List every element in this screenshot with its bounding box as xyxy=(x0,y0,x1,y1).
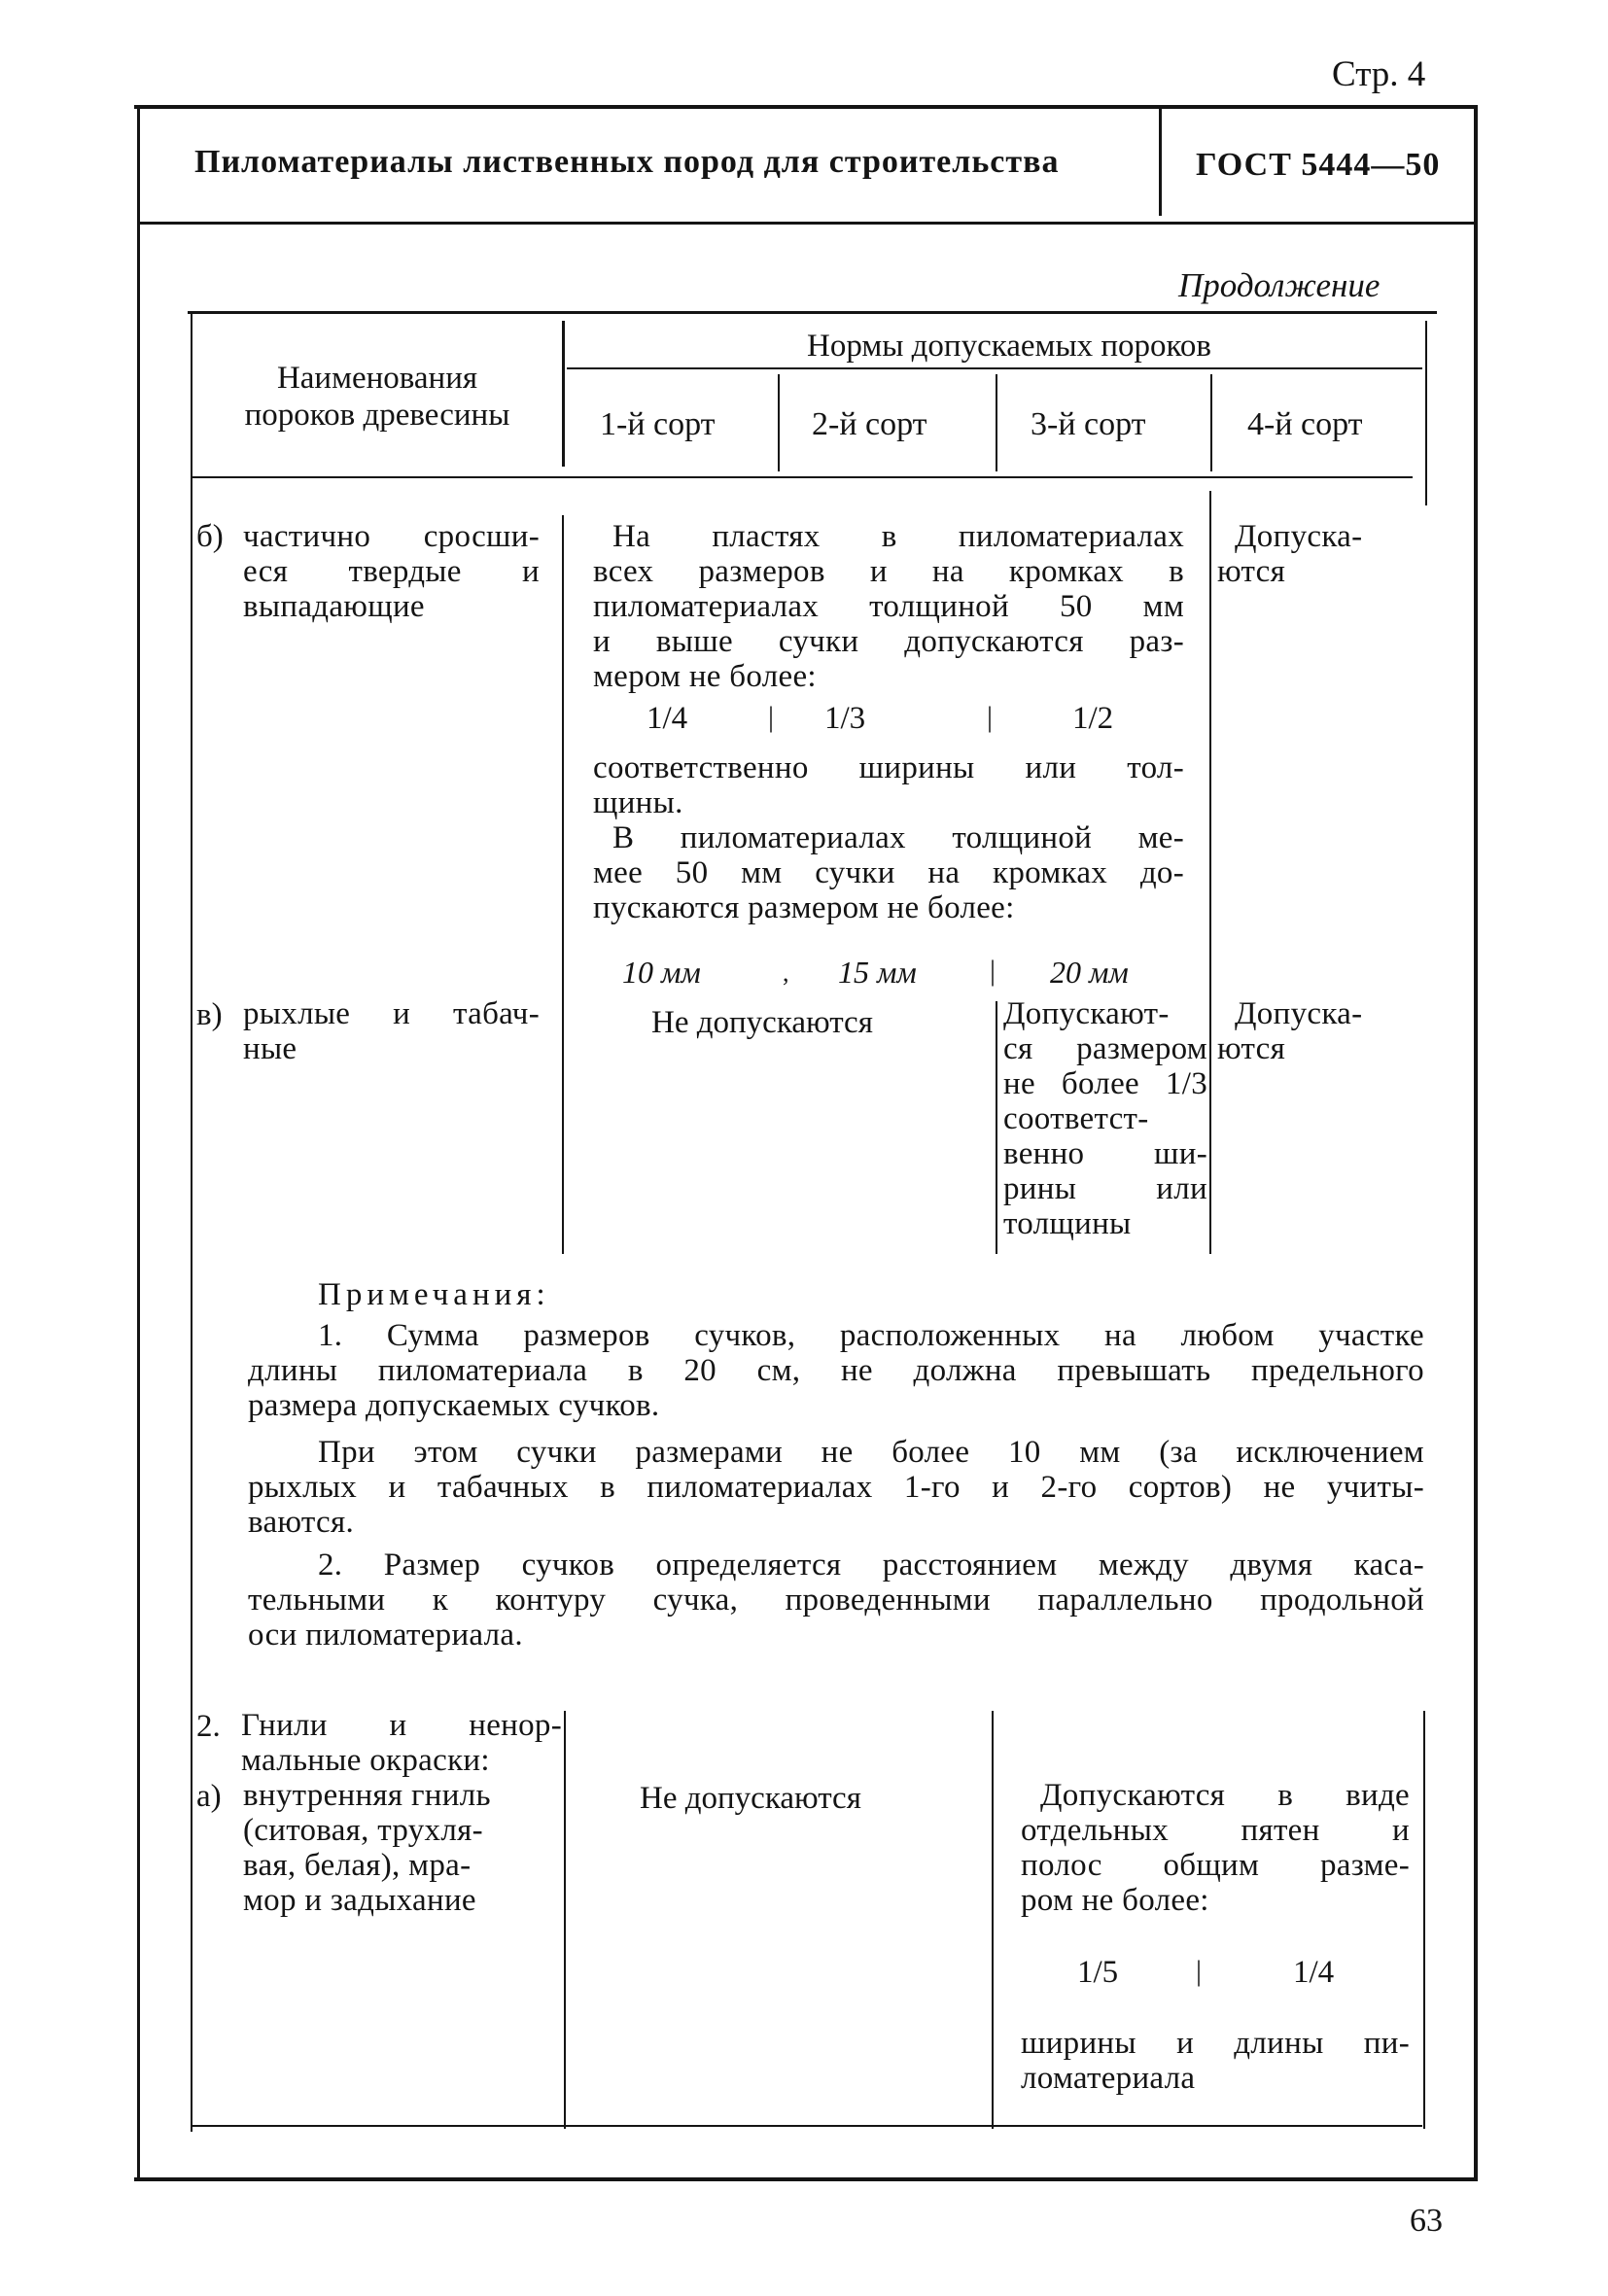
row-v-grade3-line5: венно ши- xyxy=(1003,1136,1207,1171)
row-v-grade4-line2: ются xyxy=(1217,1031,1286,1066)
frame-bottom-line xyxy=(134,2177,1478,2181)
row-v-label: в) xyxy=(196,997,223,1032)
row-2a-name-line1: внутренняя гниль xyxy=(243,1778,491,1813)
table-top-line xyxy=(188,311,1437,314)
row-2-name-line2: мальные окраски: xyxy=(241,1743,490,1778)
row-2-name xyxy=(241,1708,562,1778)
row-b-value-1: 10 мм xyxy=(622,955,701,990)
row-2-name-line1: Гнили и ненор- xyxy=(241,1708,562,1743)
row-v-grade3-divider xyxy=(996,1001,997,1254)
row-b-value-2: 15 мм xyxy=(838,955,917,990)
row-2-grades34 xyxy=(1021,1778,1410,1918)
row-2a-label: а) xyxy=(196,1779,222,1814)
row-b-fraction-1: 1/4 xyxy=(647,701,688,736)
notes-p2-line2: рыхлых и табачных в пиломатериалах 1-го и 2-го сортов) не учиты- xyxy=(248,1470,1424,1505)
row-b-text3 xyxy=(593,820,1184,925)
row-v-grade3-line3: не более 1/3 xyxy=(1003,1066,1207,1101)
row-2-fraction-2: 1/4 xyxy=(1293,1955,1335,1990)
row-b-text1-line1: На пластях в пиломатериалах xyxy=(612,519,1184,554)
row-2-grades34-line1: Допускаются в виде xyxy=(1040,1778,1410,1813)
row-b-name-line1: частично сросши- xyxy=(243,519,540,554)
row-2-fraction-sep: | xyxy=(1196,1955,1203,1987)
notes-p2-line3: ваются. xyxy=(248,1505,355,1540)
row-b-grade4-line2: ются xyxy=(1217,554,1286,589)
row-2-grades12: Не допускаются xyxy=(640,1781,861,1816)
row-v-grade4-line1: Допуска- xyxy=(1235,996,1363,1031)
row-b-name-line3: выпадающие xyxy=(243,589,425,624)
row-b-name xyxy=(243,519,540,624)
row-v-grade3-line2: ся размером xyxy=(1003,1031,1207,1066)
notes-paragraph-3 xyxy=(248,1548,1424,1652)
notes-p1-line3: размера допускаемых сучков. xyxy=(248,1388,660,1423)
row-2-grades34-tail xyxy=(1021,2026,1410,2096)
frame-right-line xyxy=(1474,105,1478,2180)
row-v-grades12: Не допускаются xyxy=(651,1005,873,1040)
header-bottom-line xyxy=(137,222,1478,225)
row-b-text1-line2: всех размеров и на кромках в xyxy=(593,554,1184,589)
col-name-header-line1: Наименования xyxy=(276,361,478,396)
row-b-text1-line3: пиломатериалах толщиной 50 мм xyxy=(593,589,1184,624)
row-b-fraction-3: 1/2 xyxy=(1072,701,1114,736)
row-b-text3-line1: В пиломатериалах толщиной ме- xyxy=(612,820,1184,855)
table-bottom-line xyxy=(192,2125,1422,2127)
row-v-name-line1: рыхлые и табач- xyxy=(243,996,540,1031)
table-right-line xyxy=(1425,321,1427,505)
norms-header: Нормы допускаемых пороков xyxy=(807,329,1211,364)
grade-1-header: 1-й сорт xyxy=(600,406,716,442)
row-2-grades34-line2: отдельных пятен и xyxy=(1021,1813,1410,1848)
row-2a-name-line4: мор и задыхание xyxy=(243,1883,476,1918)
row-2a-name xyxy=(243,1778,544,1918)
row-v-name-line2: ные xyxy=(243,1031,297,1066)
row-v-grade3-line7: толщины xyxy=(1003,1206,1132,1241)
standard-number: ГОСТ 5444—50 xyxy=(1196,147,1441,183)
continuation-label: Продолжение xyxy=(1178,266,1381,304)
row-b-grade4-line1: Допуска- xyxy=(1235,519,1363,554)
frame-left-line xyxy=(137,105,140,2180)
grade-divider-2 xyxy=(996,374,997,471)
row-b-text3-line2: мее 50 мм сучки на кромках до- xyxy=(593,855,1184,890)
col-name-header xyxy=(194,360,560,434)
row-b-grade4 xyxy=(1217,519,1392,589)
header-row-bottom-line xyxy=(192,476,1413,478)
row-b-fraction-2: 1/3 xyxy=(824,701,866,736)
page-number: 63 xyxy=(1410,2203,1443,2239)
row-b-text3-line3: пускаются размером не более: xyxy=(593,890,1015,925)
notes-p2-line1: При этом сучки размерами не более 10 мм (за исключением xyxy=(318,1435,1424,1470)
row-b-value-sep-2: | xyxy=(990,955,996,987)
row2-grade3-divider xyxy=(992,1711,994,2129)
row-b-text1 xyxy=(593,519,1184,694)
row-2-grades34-tail-line2: ломатериала xyxy=(1021,2061,1196,2096)
grade-divider-3 xyxy=(1210,374,1212,471)
row-b-text2 xyxy=(593,750,1184,820)
row-b-name-line2: еся твердые и xyxy=(243,554,540,589)
notes-paragraph-1 xyxy=(248,1318,1424,1423)
row-b-label: б) xyxy=(196,519,224,554)
grade-4-header: 4-й сорт xyxy=(1247,406,1363,442)
row-2-label: 2. xyxy=(196,1709,221,1744)
row-v-name xyxy=(243,996,540,1066)
notes-paragraph-2 xyxy=(248,1435,1424,1540)
name-col-divider xyxy=(562,321,565,467)
row-b-text2-line2: щины. xyxy=(593,785,683,820)
row-v-grade3-line6: рины или xyxy=(1003,1171,1207,1206)
grade-3-header: 3-й сорт xyxy=(1031,406,1146,442)
grade-divider-1 xyxy=(778,374,780,471)
row-b-text1-line4: и выше сучки допускаются раз- xyxy=(593,624,1184,659)
notes-p1-line1: 1. Сумма размеров сучков, расположенных на любом участке xyxy=(318,1318,1424,1353)
row-2-grades34-line3: полос общим разме- xyxy=(1021,1848,1410,1883)
page-label: Стр. 4 xyxy=(1332,54,1426,94)
row-b-value-sep-1: , xyxy=(783,958,789,987)
header-divider xyxy=(1159,109,1162,216)
notes-p1-line2: длины пиломатериала в 20 см, не должна превышать предельного xyxy=(248,1353,1424,1388)
row-b-fraction-sep-2: | xyxy=(987,701,994,733)
norms-underline xyxy=(567,367,1422,369)
table-right-line-lower xyxy=(1423,1711,1425,2129)
row-b-text1-line5: мером не более: xyxy=(593,659,817,694)
row-2-fraction-1: 1/5 xyxy=(1077,1955,1119,1990)
row-b-fraction-sep-1: | xyxy=(768,701,775,733)
row2-name-col-divider xyxy=(564,1711,566,2129)
notes-p3-line1: 2. Размер сучков определяется расстоянием между двумя каса- xyxy=(318,1548,1424,1583)
body-name-col-divider xyxy=(562,515,564,1254)
grade-2-header: 2-й сорт xyxy=(812,406,927,442)
row-2a-name-line3: вая, белая), мра- xyxy=(243,1848,472,1883)
row-v-grade3-line4: соответст- xyxy=(1003,1101,1149,1136)
row-b-text2-line1: соответственно ширины или тол- xyxy=(593,750,1184,785)
row-2-grades34-line4: ром не более: xyxy=(1021,1883,1209,1918)
notes-title: Примечания: xyxy=(318,1277,550,1312)
table-left-line xyxy=(191,311,192,2132)
col-name-header-line2: пороков древесины xyxy=(244,398,510,433)
document-title: Пиломатериалы лиственных пород для строительства xyxy=(194,144,1060,180)
notes-p3-line3: оси пиломатериала. xyxy=(248,1618,523,1652)
row-2a-name-line2: (ситовая, трухля- xyxy=(243,1813,483,1848)
body-grade4-divider xyxy=(1209,491,1211,1254)
row-v-grade3-line1: Допускают- xyxy=(1003,996,1170,1031)
frame-top-line xyxy=(134,105,1478,109)
row-2-grades34-tail-line1: ширины и длины пи- xyxy=(1021,2026,1410,2061)
row-v-grade3 xyxy=(1003,996,1207,1241)
row-b-value-3: 20 мм xyxy=(1050,955,1129,990)
notes-p3-line2: тельными к контуру сучка, проведенными параллельно продольной xyxy=(248,1583,1424,1618)
row-v-grade4 xyxy=(1217,996,1392,1066)
